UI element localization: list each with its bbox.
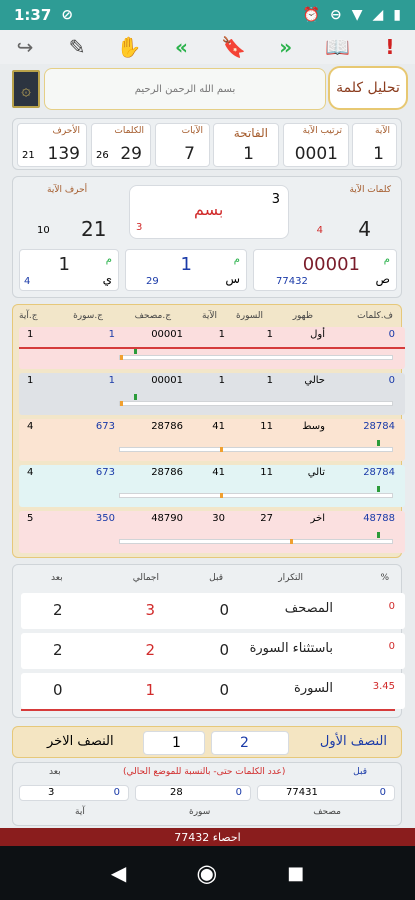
m3-value: 1 (58, 254, 70, 275)
mushaf-before: 77431 (286, 787, 318, 798)
header-after: بعد (51, 573, 63, 583)
occurrence-cell: أول (310, 329, 325, 340)
next-double-icon[interactable]: » (279, 35, 293, 59)
repetition-before: 0 (219, 641, 229, 659)
top-toolbar (0, 30, 415, 64)
prev-double-icon[interactable]: « (174, 35, 188, 59)
ayah-words-label: كلمات الآية (349, 185, 391, 195)
progress-marker (220, 493, 223, 498)
repetition-after: 0 (53, 681, 63, 699)
progress-end-marker (377, 486, 380, 492)
occurrence-cell: حالي (304, 375, 325, 386)
repetition-header (13, 573, 403, 587)
header-ayah: الآية (202, 311, 217, 321)
occurrence-cell: 28786 (151, 421, 183, 432)
first-half-label: النصف الأول (319, 734, 387, 749)
occurrence-cell: اخر (310, 513, 325, 524)
occurrence-cell: 0 (388, 329, 395, 340)
halves-panel (12, 726, 402, 758)
m3-sub: ي (102, 272, 112, 286)
words-value: 29 (120, 144, 142, 164)
surah-after: 0 (235, 787, 242, 798)
ayah-letters-value: 21 (81, 217, 107, 241)
occurrence-cell: وسط (302, 421, 325, 432)
occurrence-row[interactable] (19, 373, 405, 415)
occurrence-progress-bar (119, 493, 393, 498)
footer-bar[interactable]: احصاء 77432 (0, 828, 415, 846)
ayat-value: 7 (184, 144, 195, 164)
ayah-count-box[interactable] (19, 785, 129, 801)
occurrence-cell: 1 (218, 329, 225, 340)
occurrence-cell: 41 (212, 421, 225, 432)
repetition-row[interactable] (21, 673, 405, 709)
repetition-row[interactable] (21, 593, 405, 629)
header-total: اجمالي (132, 573, 159, 583)
header-repetition: التكرار (278, 573, 303, 583)
ayah-letters-label: أحرف الآية (47, 185, 88, 195)
occurrence-cell: 350 (95, 513, 115, 524)
repetition-total: 1 (145, 681, 155, 699)
sync-icon: ⊘ (61, 7, 74, 23)
letters-label: الأحرف (52, 126, 80, 136)
occurrence-cell: 1 (266, 329, 273, 340)
pen-icon[interactable]: ✎ (68, 35, 86, 59)
occurrence-cell: 1 (266, 375, 273, 386)
progress-marker (120, 401, 123, 406)
m1-value: 00001 (302, 254, 360, 275)
ayah-words-value: 4 (358, 217, 371, 241)
before-label: قبل (353, 767, 367, 777)
m2-value: 1 (180, 254, 192, 275)
occurrence-cell: 1 (108, 375, 115, 386)
ayah-order-box[interactable] (283, 123, 349, 167)
progress-end-marker (377, 440, 380, 446)
mushaf-col-label: مصحف (313, 807, 341, 817)
repetition-after: 2 (53, 641, 63, 659)
ayah-letters-sub: 10 (37, 225, 50, 236)
occurrence-cell: 4 (27, 467, 34, 478)
first-half-value-box[interactable] (211, 731, 289, 755)
last-half-label: النصف الاخر (47, 734, 114, 749)
repetition-label: السورة (294, 681, 333, 696)
ayah-order-value: 0001 (294, 144, 338, 164)
occurrence-cell: 1 (108, 329, 115, 340)
row-divider (19, 347, 405, 349)
quran-book-icon[interactable]: ۞ (12, 70, 40, 108)
occurrence-cell: 48788 (363, 513, 395, 524)
summary-panel (12, 118, 402, 170)
occurrence-cell: 48790 (151, 513, 183, 524)
progress-end-marker (377, 532, 380, 538)
ayah-value: 1 (373, 144, 384, 164)
after-label: بعد (49, 767, 61, 777)
surah-col-label: سورة (189, 807, 211, 817)
repetition-total: 2 (145, 641, 155, 659)
ayah-box[interactable] (352, 123, 397, 167)
counts-panel (12, 762, 402, 826)
m1-label: م (383, 254, 390, 265)
last-half-value: 1 (172, 735, 181, 751)
occurrence-row[interactable] (19, 419, 405, 461)
header-word-count: ف.كلمات (357, 311, 393, 321)
header-before: قبل (209, 573, 223, 583)
back-icon[interactable]: ◀ (110, 861, 127, 885)
top-section (8, 64, 408, 116)
repetition-pct: 0 (388, 641, 395, 652)
occurrence-cell: 1 (27, 375, 34, 386)
m2-sub: س (225, 272, 240, 286)
occurrence-cell: 00001 (151, 329, 183, 340)
letters-sub: 21 (22, 150, 35, 161)
status-bar (0, 0, 415, 30)
m1-small: 77432 (276, 276, 308, 287)
alarm-icon: ⏰ (302, 7, 320, 23)
surah-position-box[interactable] (125, 249, 247, 291)
current-word-sub: 3 (136, 222, 143, 233)
occurrence-cell: 28784 (363, 467, 395, 478)
surah-box[interactable] (213, 123, 279, 167)
ayah-after: 0 (113, 787, 120, 798)
repetition-label: باستثناء السورة (249, 641, 333, 656)
ayah-position-box[interactable] (19, 249, 119, 291)
letters-box[interactable] (17, 123, 87, 167)
ayat-box[interactable] (155, 123, 210, 167)
ayah-label: الآية (375, 126, 390, 136)
minus-circle-icon: ⊖ (329, 7, 342, 23)
header-appearance: ظهور (292, 311, 313, 321)
m2-small: 29 (146, 276, 159, 287)
header-percent: % (380, 573, 389, 583)
repetition-panel (12, 564, 402, 718)
ayah-col-label: آية (75, 807, 85, 817)
repetition-total: 3 (145, 601, 155, 619)
m1-sub: ص (375, 272, 390, 286)
header-ayah-total: ج.آية (19, 311, 38, 321)
occurrence-cell: 1 (27, 329, 34, 340)
occurrence-cell: 28784 (363, 421, 395, 432)
share-icon[interactable]: ↪ (16, 35, 34, 59)
m2-label: م (233, 254, 240, 265)
header-mushaf-total: ج.مصحف (134, 311, 171, 321)
occurrence-cell: 0 (388, 375, 395, 386)
repetition-after: 2 (53, 601, 63, 619)
repetition-pct: 3.45 (372, 681, 395, 692)
surah-count-box[interactable] (135, 785, 251, 801)
counts-note: (عدد الكلمات حتى- بالنسبة للموضع الحالي) (123, 767, 286, 777)
progress-marker (220, 447, 223, 452)
ayah-text[interactable]: بسم الله الرحمن الرحيم (44, 68, 326, 110)
battery-icon: ▮ (393, 7, 401, 23)
surah-value: 1 (243, 144, 254, 164)
repetition-label: المصحف (284, 601, 333, 616)
surah-label: الفاتحة (233, 126, 268, 140)
m3-small: 4 (24, 276, 31, 287)
occurrence-cell: 1 (218, 375, 225, 386)
current-word-index: 3 (271, 192, 280, 207)
wifi-icon: ▼ (351, 7, 363, 23)
occurrences-header (13, 311, 403, 325)
current-word: بسم (194, 200, 224, 219)
ayah-words-sub: 4 (316, 225, 323, 236)
occurrence-progress-bar (119, 355, 393, 360)
occurrence-progress-bar (119, 447, 393, 452)
words-label: الكلمات (114, 126, 144, 136)
hand-icon[interactable]: ✋ (116, 35, 142, 59)
occurrence-cell: 11 (260, 421, 273, 432)
mushaf-after: 0 (379, 787, 386, 798)
alert-icon[interactable]: ! (385, 35, 395, 59)
mushaf-position-box[interactable] (253, 249, 397, 291)
book-icon[interactable]: 📖 (325, 35, 351, 59)
bookmark-icon[interactable]: 🔖 (221, 35, 247, 59)
signal-icon: ◢ (372, 7, 384, 23)
header-surah: السورة (236, 311, 263, 321)
words-sub: 26 (96, 150, 109, 161)
first-half-value: 2 (240, 735, 249, 751)
occurrence-cell: 11 (260, 467, 273, 478)
last-half-value-box[interactable] (143, 731, 205, 755)
word-panel (12, 176, 402, 298)
recents-icon[interactable]: ■ (287, 862, 305, 884)
occurrence-cell: 673 (95, 421, 115, 432)
repetition-pct: 0 (388, 601, 395, 612)
status-time: 1:37 (14, 6, 52, 24)
repetition-before: 0 (219, 601, 229, 619)
occurrence-cell: 28786 (151, 467, 183, 478)
current-word-card[interactable] (129, 185, 289, 239)
ayat-label: الآيات (181, 126, 203, 136)
occurrence-cell: 30 (212, 513, 225, 524)
occurrence-cell: 4 (27, 421, 34, 432)
progress-marker (120, 355, 123, 360)
ayah-order-label: ترتيب الآية (302, 126, 342, 136)
occurrence-cell: 5 (27, 513, 34, 524)
ayah-before: 3 (48, 787, 55, 798)
occurrence-row[interactable] (19, 327, 405, 369)
occurrence-cell: تالي (307, 467, 325, 478)
occurrence-progress-bar (119, 539, 393, 544)
mushaf-count-box[interactable] (257, 785, 395, 801)
progress-end-marker (134, 394, 137, 400)
m3-label: م (105, 254, 112, 265)
occurrences-panel (12, 304, 402, 558)
occurrence-cell: 27 (260, 513, 273, 524)
system-nav-bar (0, 846, 415, 900)
repetition-row[interactable] (21, 633, 405, 669)
occurrence-progress-bar (119, 401, 393, 406)
repetition-before: 0 (219, 681, 229, 699)
surah-before: 28 (170, 787, 183, 798)
progress-marker (290, 539, 293, 544)
words-box[interactable] (91, 123, 151, 167)
home-icon[interactable]: ◉ (196, 859, 218, 887)
occurrence-cell: 00001 (151, 375, 183, 386)
occurrence-row[interactable] (19, 465, 405, 507)
occurrence-cell: 41 (212, 467, 225, 478)
header-surah-total: ج.سورة (73, 311, 103, 321)
repetition-divider (21, 709, 395, 711)
analyze-word-button[interactable]: تحليل كلمة (328, 66, 408, 110)
letters-value: 139 (47, 144, 80, 164)
occurrence-row[interactable] (19, 511, 405, 553)
occurrence-cell: 673 (95, 467, 115, 478)
